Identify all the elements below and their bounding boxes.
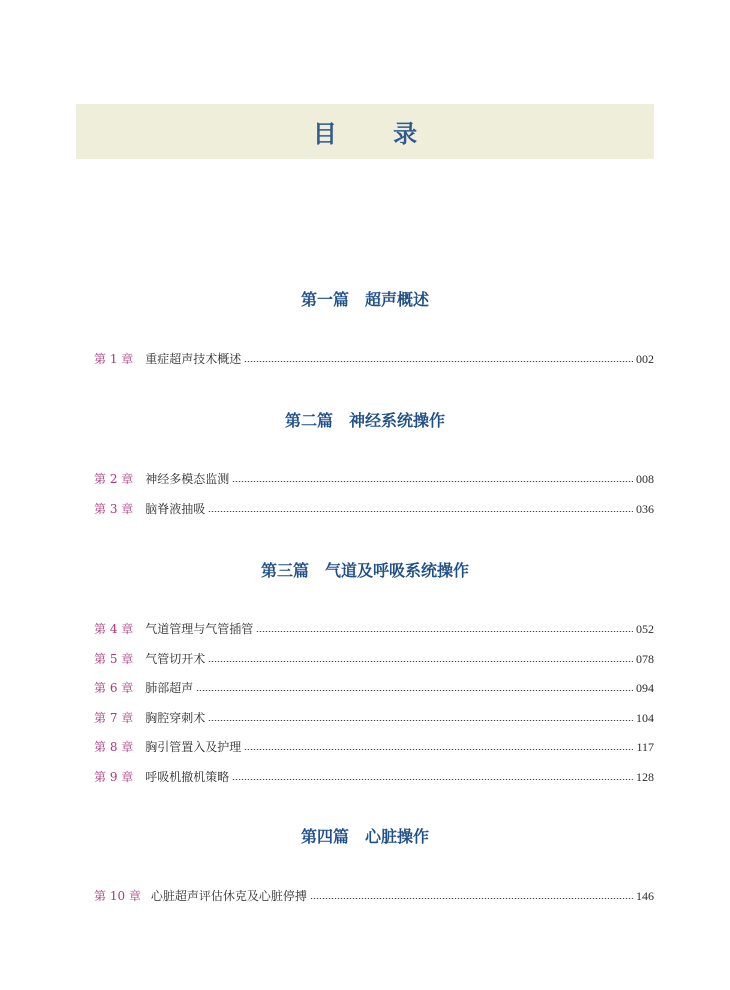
- toc-entry[interactable]: [94, 499, 654, 519]
- chapter-number: 第 2 章: [94, 472, 134, 486]
- dot-leader: [310, 898, 633, 899]
- page-number: 052: [636, 622, 654, 636]
- chapter-number: 第 10 章: [94, 889, 141, 903]
- dot-leader: [244, 361, 633, 362]
- chapter-number: 第 1 章: [94, 352, 134, 366]
- dot-leader: [208, 720, 633, 721]
- toc-entry[interactable]: [94, 469, 654, 489]
- toc-entry[interactable]: [94, 886, 654, 906]
- page-title: 目 录: [312, 119, 442, 148]
- part-title: 第二篇 神经系统操作: [284, 411, 445, 430]
- page-number: 036: [636, 502, 654, 516]
- toc-entry[interactable]: [94, 349, 654, 369]
- chapter-title: 心脏超声评估休克及心脏停搏: [150, 889, 307, 903]
- page-number: 002: [636, 352, 654, 366]
- toc-entry[interactable]: [94, 678, 654, 698]
- chapter-number: 第 8 章: [94, 740, 134, 754]
- chapter-title: 胸引管置入及护理: [145, 740, 242, 754]
- dot-leader: [196, 690, 633, 691]
- page-number: 104: [636, 711, 654, 725]
- chapter-title: 呼吸机撤机策略: [145, 770, 230, 784]
- page-number: 117: [636, 740, 654, 754]
- chapter-number: 第 7 章: [94, 711, 134, 725]
- chapter-number: 第 4 章: [94, 622, 134, 636]
- toc-entry[interactable]: [94, 737, 654, 757]
- toc-header-band: [76, 104, 654, 159]
- page-number: 128: [636, 770, 654, 784]
- chapter-title: 脑脊液抽吸: [145, 502, 206, 516]
- part-title: 第一篇 超声概述: [300, 290, 429, 309]
- toc-entry[interactable]: [94, 649, 654, 669]
- chapter-title: 气管切开术: [145, 652, 206, 666]
- dot-leader: [244, 749, 633, 750]
- dot-leader: [208, 661, 633, 662]
- chapter-title: 神经多模态监测: [145, 472, 230, 486]
- part-title: 第四篇 心脏操作: [300, 827, 429, 846]
- dot-leader: [232, 481, 633, 482]
- page-number: 094: [636, 681, 654, 695]
- dot-leader: [232, 779, 633, 780]
- page-number: 078: [636, 652, 654, 666]
- toc-entry[interactable]: [94, 708, 654, 728]
- toc-entry[interactable]: [94, 619, 654, 639]
- page-number: 146: [636, 889, 654, 903]
- page-number: 008: [636, 472, 654, 486]
- part-title: 第三篇 气道及呼吸系统操作: [260, 561, 469, 580]
- chapter-number: 第 3 章: [94, 502, 134, 516]
- chapter-number: 第 5 章: [94, 652, 134, 666]
- dot-leader: [256, 631, 633, 632]
- chapter-number: 第 6 章: [94, 681, 134, 695]
- chapter-title: 胸腔穿刺术: [145, 711, 206, 725]
- chapter-title: 肺部超声: [145, 681, 194, 695]
- dot-leader: [208, 511, 633, 512]
- toc-entry[interactable]: [94, 767, 654, 787]
- chapter-title: 气道管理与气管插管: [145, 622, 254, 636]
- chapter-number: 第 9 章: [94, 770, 134, 784]
- chapter-title: 重症超声技术概述: [145, 352, 242, 366]
